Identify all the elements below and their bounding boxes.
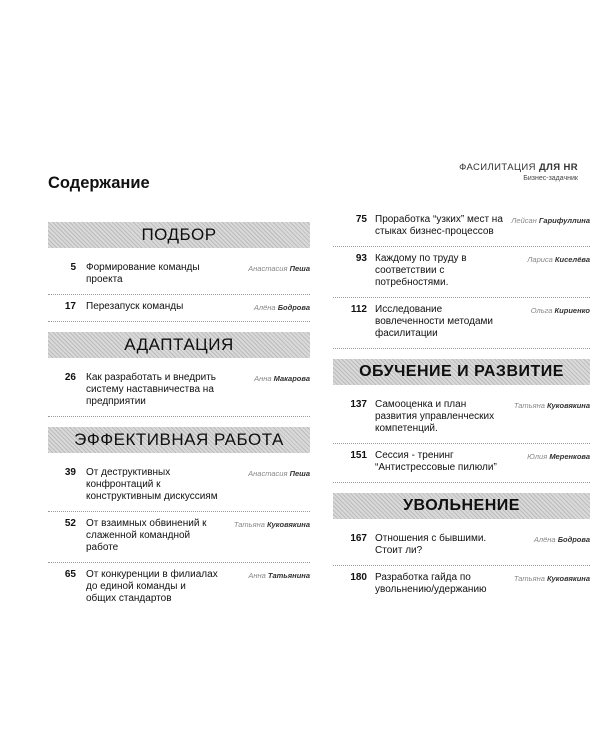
entry-author: Лейсан Гарифуллина <box>511 216 590 225</box>
entry-title: От взаимных обвинений к слаженной командной работе <box>86 518 207 553</box>
book-subtitle: Бизнес-задачник <box>523 175 578 182</box>
entry-author: Татьяна Куковякина <box>513 574 590 583</box>
page-number: 93 <box>355 253 367 264</box>
entry-author: Анна Макарова <box>254 374 310 383</box>
entry-title: Проработка “узких” мест на стыках бизнес-процессов <box>375 214 503 237</box>
entry-author: Лариса Киселёва <box>527 255 590 264</box>
entry-author: Ольга Кириенко <box>530 306 590 315</box>
toc-entry[interactable] <box>48 366 310 417</box>
page-number: 151 <box>350 450 367 461</box>
entry-author: Татьяна Куковякина <box>513 401 590 410</box>
entry-title: Разработка гайда по увольнению/удержанию <box>375 572 487 595</box>
toc-entry[interactable] <box>48 563 310 613</box>
toc-right-column <box>333 208 590 604</box>
toc-entry[interactable] <box>48 256 310 295</box>
toc-entry[interactable] <box>333 566 590 604</box>
entry-author: Анна Татьянина <box>248 571 310 580</box>
page-number: 17 <box>64 301 76 312</box>
entry-title: Сессия - тренинг “Антистрессовые пилюли” <box>375 450 497 473</box>
entry-author: Юлия Меренкова <box>527 452 590 461</box>
toc-entry[interactable] <box>333 444 590 483</box>
book-title-hr: ДЛЯ HR <box>538 162 578 173</box>
page-number: 26 <box>64 372 76 383</box>
toc-entry[interactable] <box>333 393 590 444</box>
entry-author: Анастасия Пеша <box>248 264 310 273</box>
entry-title: Как разработать и внедрить систему наставничества на предприятии <box>86 372 217 407</box>
entry-author: Анастасия Пеша <box>248 469 310 478</box>
entry-title: От деструктивных конфронтаций к конструктивным дискуссиям <box>86 467 218 502</box>
page-number: 75 <box>355 214 367 225</box>
toc-entry[interactable] <box>48 295 310 322</box>
page-title: Содержание <box>48 174 150 192</box>
section-header-training: ОБУЧЕНИЕ И РАЗВИТИЕ <box>333 359 590 385</box>
toc-entry[interactable] <box>48 461 310 512</box>
page-number: 52 <box>64 518 76 529</box>
toc-entry[interactable] <box>333 208 590 247</box>
page-number: 167 <box>350 533 367 544</box>
page-number: 39 <box>64 467 76 478</box>
entry-title: Каждому по труду в соответствии с потребностями. <box>375 253 467 288</box>
entry-title: Перезапуск команды <box>86 301 184 312</box>
entry-author: Алёна Бодрова <box>253 303 310 312</box>
page-number: 65 <box>64 569 76 580</box>
section-header-podbor: ПОДБОР <box>48 222 310 248</box>
entry-title: Отношения с бывшими. Стоит ли? <box>375 533 487 556</box>
page-number: 137 <box>350 399 367 410</box>
page-number: 112 <box>350 304 367 315</box>
entry-author: Алёна Бодрова <box>533 535 590 544</box>
toc-entry[interactable] <box>333 527 590 566</box>
book-title-main: ФАСИЛИТАЦИЯ <box>459 162 536 173</box>
section-header-effective-work: ЭФФЕКТИВНАЯ РАБОТА <box>48 427 310 453</box>
section-header-dismissal: УВОЛЬНЕНИЕ <box>333 493 590 519</box>
toc-left-column <box>48 222 310 613</box>
toc-entry[interactable] <box>333 298 590 349</box>
toc-entry[interactable] <box>333 247 590 298</box>
entry-title: Исследование вовлеченности методами фасилитации <box>375 304 494 339</box>
book-title <box>459 162 578 173</box>
entry-title: Формирование команды проекта <box>86 262 200 285</box>
toc-entry[interactable] <box>48 512 310 563</box>
running-header <box>459 162 578 182</box>
entry-title: Самооценка и план развития управленческих компетенций. <box>375 399 495 434</box>
page-number: 5 <box>70 262 76 273</box>
section-header-adaptation: АДАПТАЦИЯ <box>48 332 310 358</box>
entry-title: От конкуренции в филиалах до единой команды и общих стандартов <box>86 569 218 604</box>
page-number: 180 <box>350 572 367 583</box>
entry-author: Татьяна Куковякина <box>233 520 310 529</box>
